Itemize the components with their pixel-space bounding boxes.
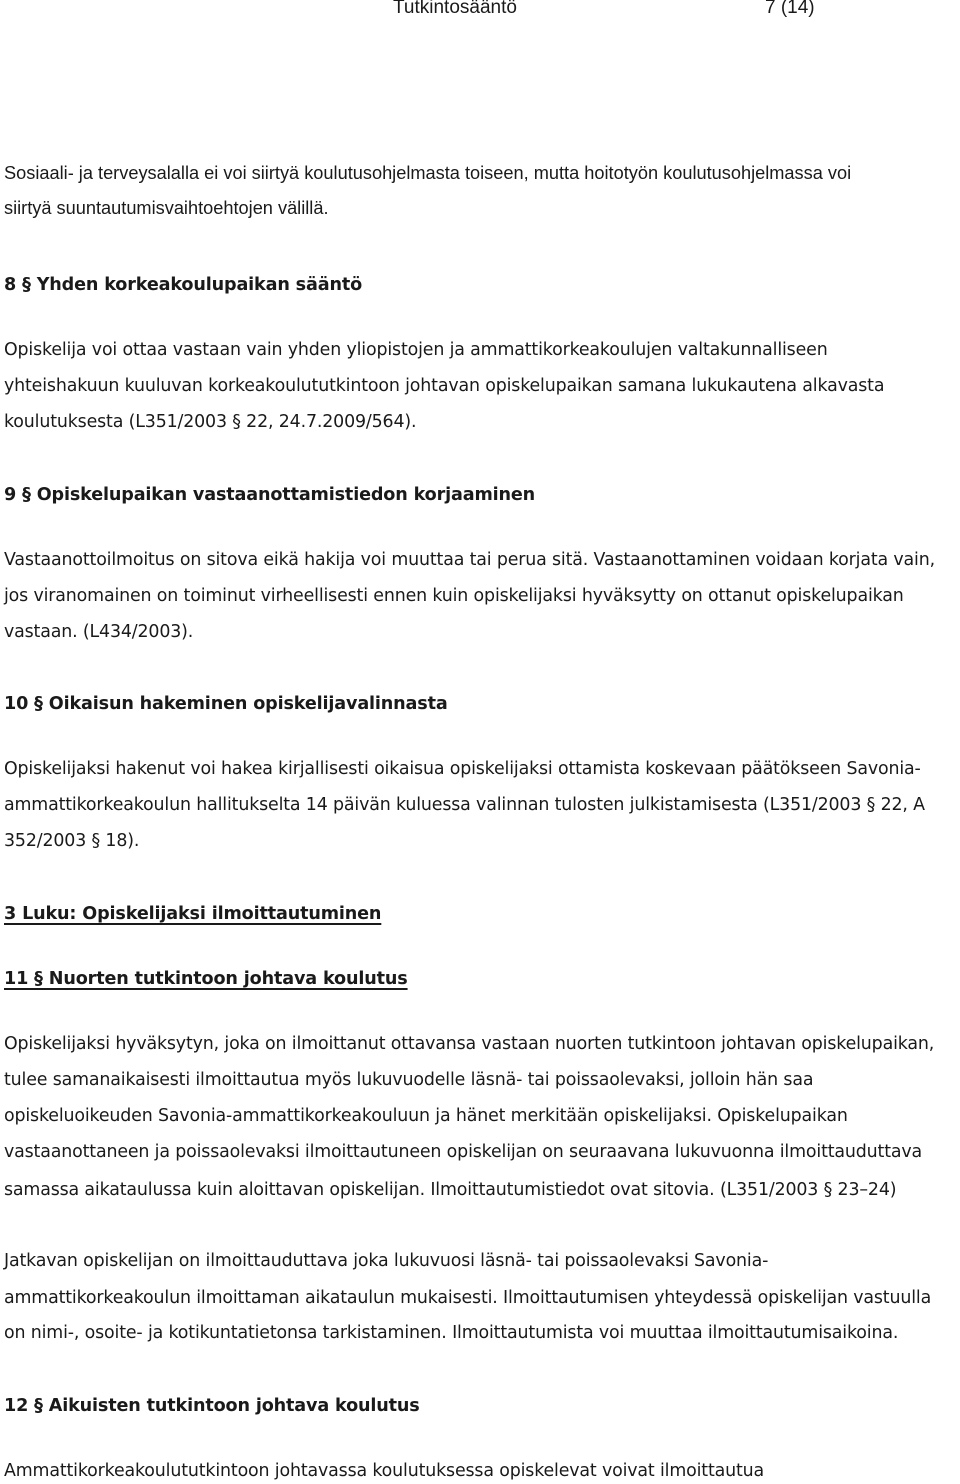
text-line: Opiskelija voi ottaa vastaan vain yhden yliopistojen ja ammattikorkeakoulujen valtakunnalliseen: [4, 340, 828, 360]
text-line: jos viranomainen on toiminut virheellisesti ennen kuin opiskelijaksi hyväksytty on ottanut opiskelupaikan: [4, 586, 904, 606]
text-line: vastaan. (L434/2003).: [4, 622, 194, 642]
text-line: ammattikorkeakoulun ilmoittaman aikataulun mukaisesti. Ilmoittautumisen yhteydessä opiskelijan vastuulla: [4, 1288, 932, 1308]
section-heading: 12 § Aikuisten tutkintoon johtava koulutus: [4, 1396, 420, 1416]
section-heading: 11 § Nuorten tutkintoon johtava koulutus: [4, 969, 408, 989]
text-line: Opiskelijaksi hyväksytyn, joka on ilmoittanut ottavansa vastaan nuorten tutkintoon johtavan opiskelupaikan,: [4, 1034, 935, 1054]
section-heading: 10 § Oikaisun hakeminen opiskelijavalinnasta: [4, 694, 448, 714]
document-title: Tutkintosääntö: [393, 0, 517, 18]
text-line: samassa aikataulussa kuin aloittavan opiskelijan. Ilmoittautumistiedot ovat sitovia. (L351/2003 § 23–24): [4, 1180, 897, 1200]
page-header: [0, 0, 960, 24]
text-line: vastaanottaneen ja poissaolevaksi ilmoittautuneen opiskelijan on seuraavana lukuvuonna ilmoittauduttava: [4, 1142, 923, 1162]
text-line: siirtyä suuntautumisvaihtoehtojen välillä.: [4, 198, 329, 218]
section-heading: 8 § Yhden korkeakoulupaikan sääntö: [4, 275, 363, 295]
section-heading: 9 § Opiskelupaikan vastaanottamistiedon korjaaminen: [4, 485, 536, 505]
text-line: yhteishakuun kuuluvan korkeakoulututkintoon johtavan opiskelupaikan samana lukukautena alkavasta: [4, 376, 885, 396]
text-line: Jatkavan opiskelijan on ilmoittauduttava joka lukuvuosi läsnä- tai poissaolevaksi Savonia-: [4, 1251, 769, 1271]
text-line: tulee samanaikaisesti ilmoittautua myös lukuvuodelle läsnä- tai poissaolevaksi, jolloin hän saa: [4, 1070, 814, 1090]
page-number: 7 (14): [765, 0, 815, 18]
text-line: 352/2003 § 18).: [4, 831, 140, 851]
text-line: koulutuksesta (L351/2003 § 22, 24.7.2009/564).: [4, 412, 417, 432]
chapter-heading: 3 Luku: Opiskelijaksi ilmoittautuminen: [4, 904, 382, 924]
text-line: Sosiaali- ja terveysalalla ei voi siirtyä koulutusohjelmasta toiseen, mutta hoitotyön koulutusohjelmassa voi: [4, 163, 852, 183]
text-line: on nimi-, osoite- ja kotikuntatietonsa tarkistaminen. Ilmoittautumista voi muuttaa ilmoittautumisaikoina.: [4, 1323, 899, 1343]
text-line: Opiskelijaksi hakenut voi hakea kirjallisesti oikaisua opiskelijaksi ottamista koskevaan päätökseen Savonia-: [4, 759, 921, 779]
text-line: Vastaanottoilmoitus on sitova eikä hakija voi muuttaa tai perua sitä. Vastaanottaminen voidaan korjata vain,: [4, 550, 935, 570]
text-line: ammattikorkeakoulun hallitukselta 14 päivän kuluessa valinnan tulosten julkistamisesta (L351/2003 § 22, A: [4, 795, 925, 815]
text-line: Ammattikorkeakoulututkintoon johtavassa koulutuksessa opiskelevat voivat ilmoittautua: [4, 1461, 765, 1481]
text-line: opiskeluoikeuden Savonia-ammattikorkeakouluun ja hänet merkitään opiskelijaksi. Opiskelupaikan: [4, 1106, 848, 1126]
